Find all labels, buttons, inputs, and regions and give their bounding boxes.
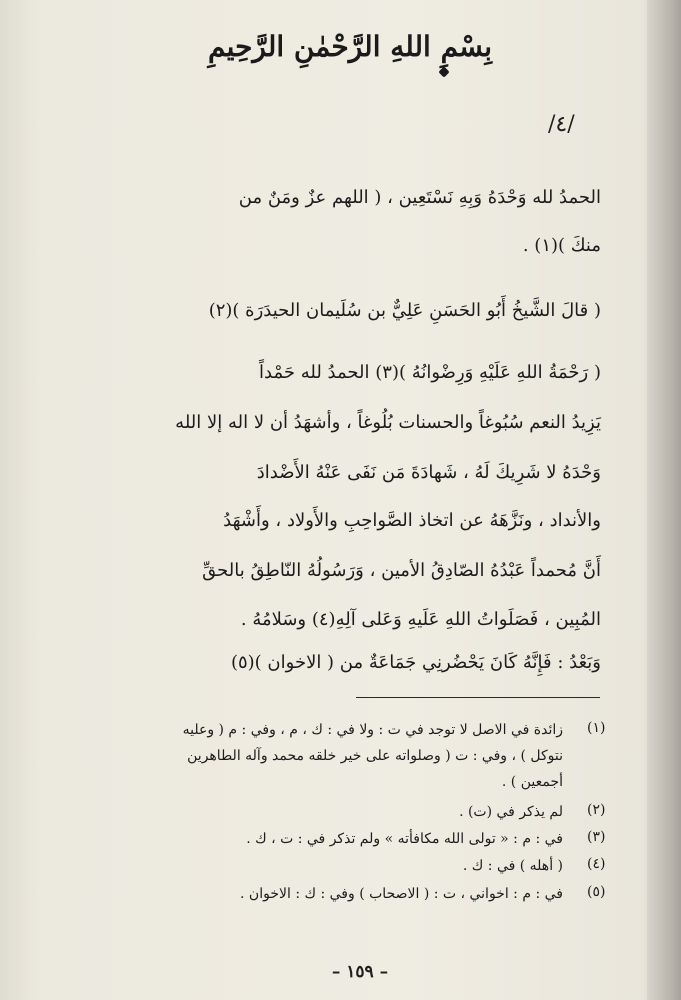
footnote-line: ( أهله ) في : ك . <box>462 858 563 874</box>
body-line: وَحْدَهُ لا شَرِيكَ لَهُ ، شَهادَةَ مَن نَفَى عَنْهُ الأَضْدادَ <box>256 462 601 483</box>
footnote-divider <box>356 697 600 698</box>
footnote-line: في : م : « تولى الله مكافأته » ولم تذكر في : ت ، ك . <box>246 831 563 847</box>
body-line: الحمدُ لله وَحْدَهُ وَبِهِ نَسْتَعِين ، ( اللهم عزٌ ومَنٌ من <box>238 187 601 208</box>
footnote-line: نتوكل ) ، وفي : ت ( وصلواته على خير خلقه محمد وآله الطاهرين <box>187 748 563 764</box>
body-line: المُبِين ، فَصَلَواتُ اللهِ عَلَيهِ وَعَلى آلِهِ(٤) وسَلامُهُ . <box>240 609 601 630</box>
manuscript-page-marker: /٤/ <box>548 112 575 137</box>
basmala-heading: بِسْمِ اللهِ الرَّحْمٰنِ الرَّحِيمِ <box>208 30 492 63</box>
footnote-number: (٢) <box>587 802 606 818</box>
facing-page-edge <box>647 0 681 1000</box>
footnote-line: لم يذكر في (ت) . <box>459 804 563 820</box>
footnote-number: (٤) <box>587 856 606 872</box>
footnote-line: زائدة في الاصل لا توجد في ت : ولا في : ك ، م ، وفي : م ( وعليه <box>182 722 563 738</box>
heading-ornament <box>438 66 449 77</box>
footnote-number: (١) <box>587 720 606 736</box>
body-line: يَزِيدُ النعم سُبُوغاً والحسنات بُلُوغاً ، وأشهَدُ أن لا اله إلا الله <box>175 412 601 433</box>
body-line: أَنَّ مُحمداً عَبْدُهُ الصّادِقُ الأمين ، وَرَسُولُهُ النّاطِقُ بالحقِّ <box>202 560 601 581</box>
body-line: والأنداد ، ونَزَّهَهُ عن اتخاذ الصَّواحِبِ والأَولاد ، وأَشْهَدُ <box>223 510 601 531</box>
body-line: وَبَعْدُ : فَإِنَّهُ كَانَ يَحْضُرنِي جَمَاعَةٌ من ( الاخوان )(٥) <box>230 652 601 673</box>
footnote-number: (٥) <box>587 884 606 900</box>
footnote-number: (٣) <box>587 829 606 845</box>
body-line: ( رَحْمَةُ اللهِ عَلَيْهِ وَرِضْوانُهُ )(٣) الحمدُ لله حَمْداً <box>259 362 601 383</box>
page-number: – ١٥٩ – <box>331 962 389 982</box>
footnote-line: أجمعين ) . <box>501 774 563 790</box>
body-line: منكَ )(١) . <box>522 235 601 256</box>
body-line: ( قالَ الشَّيخُ أَبُو الحَسَنِ عَلِيٌّ بن سُلَيمان الحيدَرَة )(٢) <box>208 300 601 321</box>
footnote-line: في : م : اخواني ، ت : ( الاصحاب ) وفي : ك : الاخوان . <box>240 886 563 902</box>
